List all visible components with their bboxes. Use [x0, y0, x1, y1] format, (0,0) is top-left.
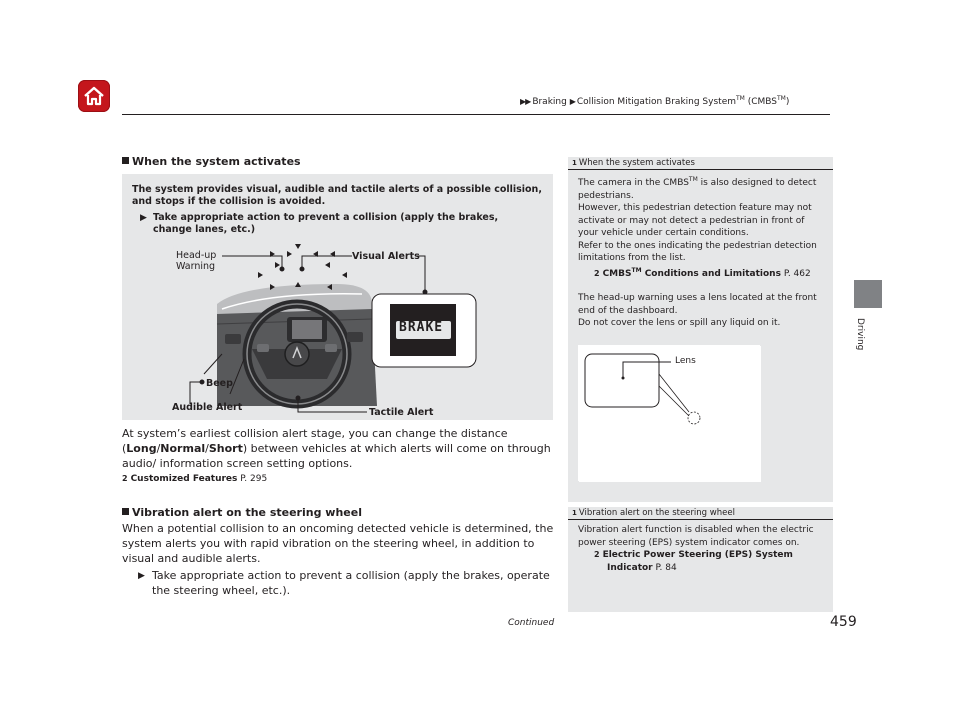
home-button[interactable] — [78, 80, 110, 112]
section-heading: When the system activates — [122, 155, 301, 168]
section-heading: Vibration alert on the steering wheel — [122, 506, 362, 519]
distance-setting-paragraph: At system’s earliest collision alert stage, you can change the distance (Long/Normal/Short) between vehicles at which alerts will come on through audio/ information screen setting options. — [122, 427, 551, 470]
breadcrumb-arrow-icon: ▶▶ — [520, 97, 531, 106]
customized-features-link[interactable]: 2 Customized Features P. 295 — [122, 474, 268, 484]
figure-bullet-text: ▶ Take appropriate action to prevent a collision (apply the brakes, change lanes, etc.) — [140, 212, 499, 235]
tactile-alert-label: Tactile Alert — [369, 407, 434, 418]
lens-label: Lens — [675, 356, 696, 366]
note-paragraph: The camera in the CMBS™ is also designed to detect pedestrians. — [578, 176, 817, 201]
reference-icon: 2 — [594, 550, 600, 559]
note-paragraph: Do not cover the lens or spill any liquid on it. — [578, 318, 781, 328]
triangle-bullet-icon: ▶ — [140, 213, 147, 223]
lens-diagram — [578, 345, 760, 481]
dashboard-illustration — [122, 174, 553, 420]
home-icon — [82, 85, 106, 107]
beep-label: Beep — [206, 378, 233, 389]
note-number-icon: 1 — [572, 159, 577, 167]
reference-icon: 2 — [594, 268, 600, 278]
audible-alert-label: Audible Alert — [172, 402, 243, 413]
breadcrumb-item-braking[interactable]: Braking — [532, 97, 567, 107]
square-bullet-icon — [122, 508, 129, 515]
brake-display-text: BRAKE — [399, 320, 444, 335]
vibration-bullet: ▶ Take appropriate action to prevent a collision (apply the brakes, operate the steering wheel, etc.). — [138, 569, 550, 597]
breadcrumb-arrow-icon: ▶ — [569, 97, 575, 106]
note-paragraph: The head-up warning uses a lens located at the front end of the dashboard. — [578, 293, 817, 316]
note-paragraph: Vibration alert function is disabled when the electric power steering (EPS) system indicator comes on. — [578, 525, 814, 548]
note-heading: 1 Vibration alert on the steering wheel — [572, 508, 735, 518]
note-paragraph: However, this pedestrian detection feature may not activate or may not detect a pedestrian in front of your vehicle under certain conditions. — [578, 203, 812, 238]
breadcrumb-close: ) — [785, 97, 790, 107]
figure-intro-text: The system provides visual, audible and tactile alerts of a possible collision, and stops if the collision is avoided. — [132, 184, 542, 207]
visual-alerts-label: Visual Alerts — [352, 251, 420, 262]
note-number-icon: 1 — [572, 509, 577, 517]
alert-figure — [122, 174, 553, 420]
continued-label: Continued — [508, 618, 555, 628]
breadcrumb-item-cmbs-abbr: (CMBS — [744, 97, 777, 107]
headup-warning-label: Head-up Warning — [176, 250, 217, 272]
vibration-paragraph: When a potential collision to an oncoming detected vehicle is determined, the system alerts you with rapid vibration on the steering wheel, in addition to visual and audible alerts. — [122, 522, 554, 565]
breadcrumb — [520, 95, 789, 107]
lens-illustration — [579, 346, 761, 482]
note-body — [568, 170, 833, 330]
square-bullet-icon — [122, 157, 129, 164]
cmbs-conditions-link[interactable]: 2 CMBS™ Conditions and Limitations P. 462 — [594, 266, 811, 279]
note-panel-vibration — [568, 507, 833, 612]
note-paragraph: Refer to the ones indicating the pedestrian detection limitations from the list. — [578, 240, 817, 263]
reference-icon: 2 — [122, 474, 128, 483]
note-body — [568, 520, 833, 574]
chapter-label: Driving — [855, 318, 865, 351]
header-rule — [122, 114, 830, 115]
page-number: 459 — [830, 614, 857, 630]
trademark: TM — [777, 95, 786, 102]
chapter-tab[interactable] — [854, 280, 882, 308]
trademark: TM — [736, 95, 745, 102]
triangle-bullet-icon: ▶ — [138, 571, 145, 581]
note-heading: 1 When the system activates — [572, 158, 695, 168]
eps-indicator-link[interactable]: 2 Electric Power Steering (EPS) System Indicator P. 84 — [594, 550, 793, 573]
breadcrumb-item-cmbs[interactable]: Collision Mitigation Braking System — [576, 97, 736, 107]
